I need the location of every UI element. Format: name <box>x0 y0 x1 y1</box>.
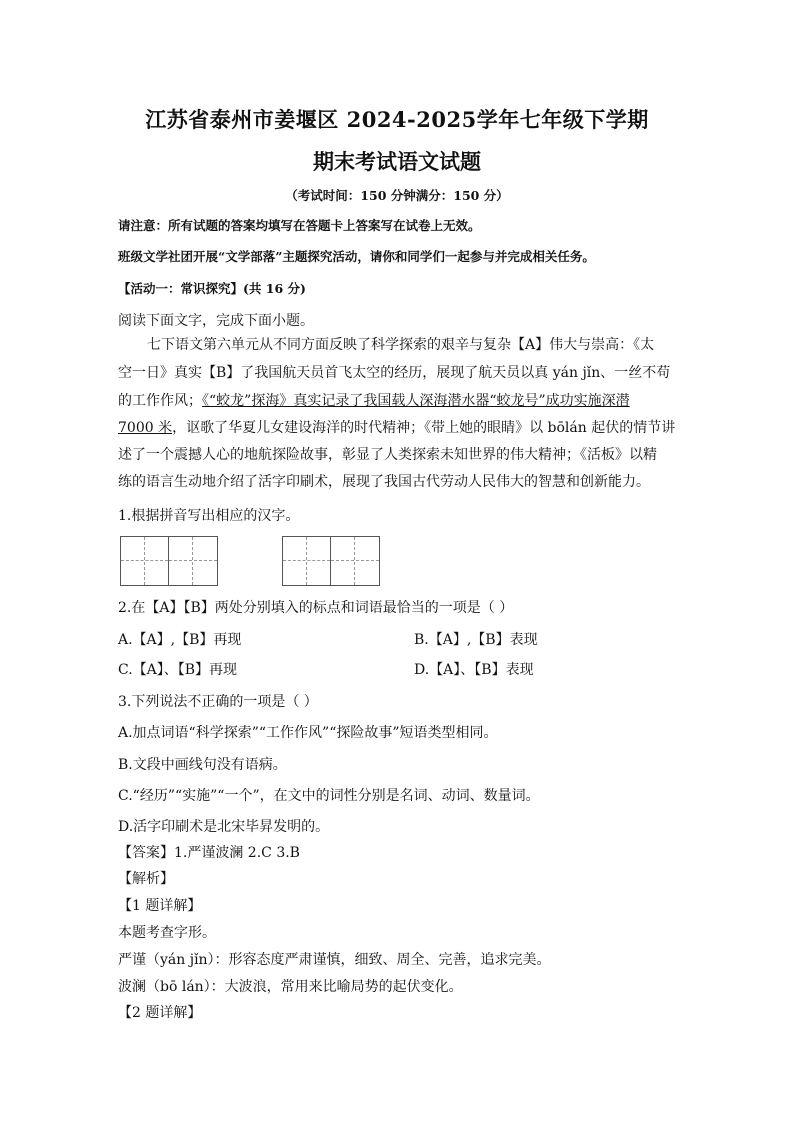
question-2-option-b: B.【A】,【B】表现 <box>414 632 538 648</box>
answer-key: 【答案】1.严谨波澜 2.C 3.B <box>118 845 300 861</box>
question-1-focus: 本题考查字形。 <box>118 925 216 941</box>
document-title-line-1: 江苏省泰州市姜堰区 2024-2025学年七年级下学期 <box>145 107 649 132</box>
passage-line-2: 空一日》真实【B】了我国航天员首飞太空的经历，展现了航天员以真 yán jǐn、一丝不苟 <box>118 365 671 381</box>
answer-grid-1[interactable] <box>120 536 218 586</box>
grid-cell[interactable] <box>331 537 379 585</box>
passage-line-3 <box>118 391 630 411</box>
analysis-heading: 【解析】 <box>118 871 174 887</box>
question-3-option-a: A.加点词语“科学探索”“工作作风”“探险故事”短语类型相同。 <box>118 725 498 741</box>
question-1-detail-heading: 【1 题详解】 <box>118 898 202 914</box>
grid-cell[interactable] <box>283 537 331 585</box>
passage-line-5: 述了一个震撼人心的地航探险故事，彰显了人类探索未知世界的伟大精神；《活板》以精 <box>118 447 657 463</box>
grid-cell[interactable] <box>121 537 169 585</box>
grid-cell[interactable] <box>169 537 217 585</box>
underlined-sentence-end: 7000 米 <box>118 420 173 436</box>
passage-line-1: 七下语文第六单元从不同方面反映了科学探索的艰辛与复杂【A】伟大与崇高：《太 <box>147 337 655 353</box>
definition-yanjin: 严谨（yán jǐn）：形容态度严肃谨慎，细致、周全、完善，追求完美。 <box>118 952 551 968</box>
passage-line-4-text: ，讴歌了华夏儿女建设海洋的时代精神；《带上她的眼睛》以 bōlán 起伏的情节讲 <box>172 420 676 436</box>
activity-1-heading: 【活动一：常识探究】(共 16 分) <box>118 281 306 296</box>
exam-time: （考试时间：150 分钟满分：150 分） <box>285 188 509 203</box>
notice: 请注意：所有试题的答案均填写在答题卡上答案写在试卷上无效。 <box>118 218 481 233</box>
question-2-option-d: D.【A】、【B】表现 <box>414 662 534 678</box>
passage-line-4 <box>118 418 675 438</box>
reading-instruction: 阅读下面文字，完成下面小题。 <box>118 313 314 329</box>
passage-line-3-text: 的工作作风； <box>118 393 202 409</box>
question-3-stem: 3.下列说法不正确的一项是（ ） <box>118 694 318 710</box>
document-title-line-2: 期末考试语文试题 <box>313 149 481 174</box>
question-3-option-d: D.活字印刷术是北宋毕昇发明的。 <box>118 819 330 835</box>
question-3-option-b: B.文段中画线句没有语病。 <box>118 757 287 773</box>
answer-grid-2[interactable] <box>282 536 380 586</box>
definition-bolan: 波澜（bō lán）：大波浪，常用来比喻局势的起伏变化。 <box>118 979 463 995</box>
underlined-sentence: 《“蛟龙”探海》真实记录了我国载人深海潜水器“蛟龙号”成功实施深潜 <box>202 393 630 409</box>
activity-intro: 班级文学社团开展“文学部落”主题探究活动，请你和同学们一起参与并完成相关任务。 <box>118 249 595 264</box>
question-2-option-a: A.【A】,【B】再现 <box>118 632 242 648</box>
question-2-option-c: C.【A】、【B】再现 <box>118 662 238 678</box>
question-1: 1.根据拼音写出相应的汉字。 <box>118 508 300 524</box>
passage-line-6: 练的语言生动地介绍了活字印刷术，展现了我国古代劳动人民伟大的智慧和创新能力。 <box>118 474 650 490</box>
question-2-stem: 2.在【A】【B】两处分别填入的标点和词语最恰当的一项是（ ） <box>118 600 514 616</box>
question-3-option-c: C.“经历”“实施”“一个”，在文中的词性分别是名词、动词、数量词。 <box>118 788 540 804</box>
question-2-detail-heading: 【2 题详解】 <box>118 1005 202 1021</box>
